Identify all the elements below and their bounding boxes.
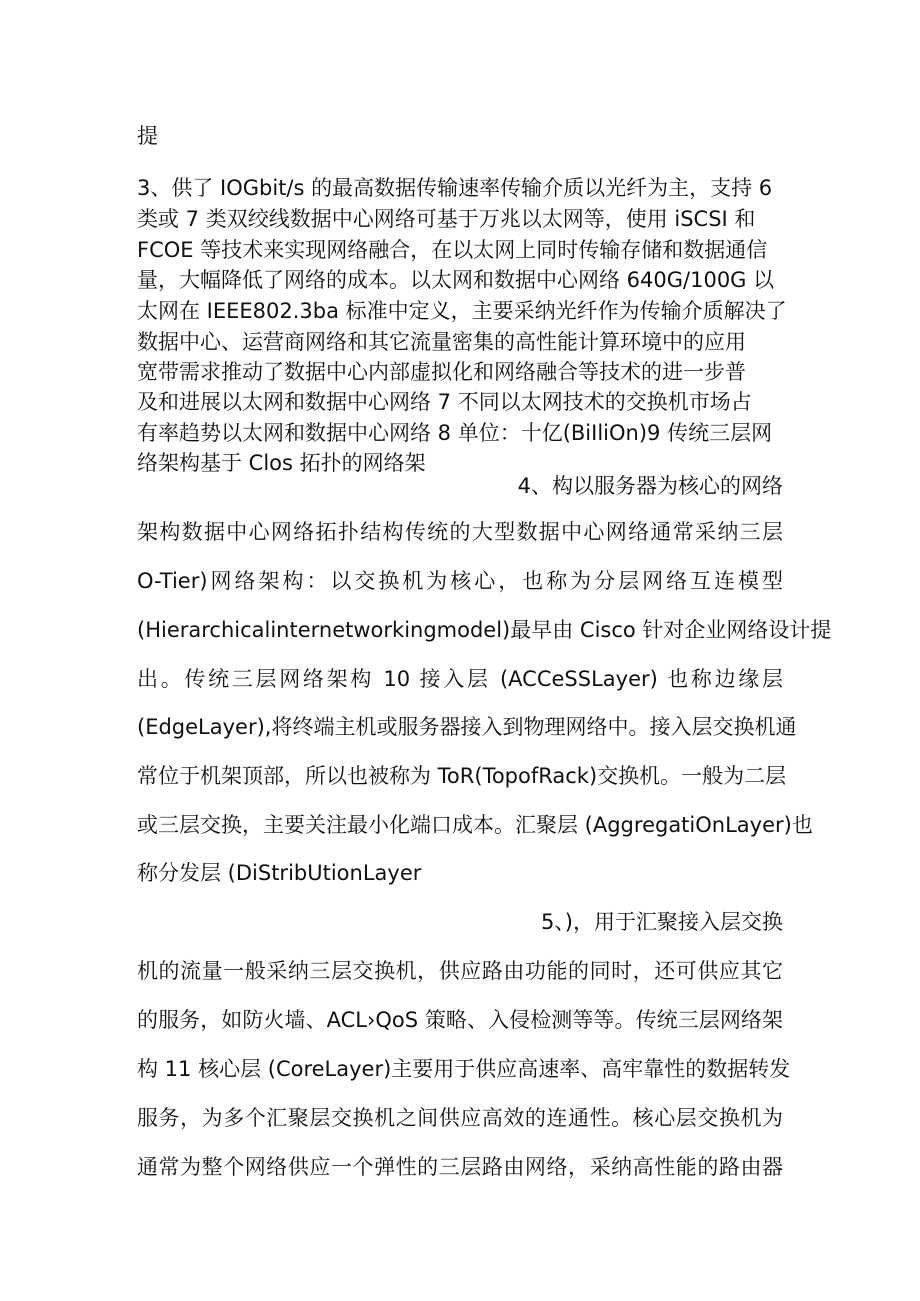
section3-line: 数据中心、运营商网络和其它流量密集的高性能计算环境中的应用 [137, 330, 746, 354]
section4-line: O-Tier)网络架构：以交换机为核心，也称为分层网络互连模型 [137, 569, 783, 593]
section4-line: 出。传统三层网络架构 10 接入层 (ACCeSSLayer) 也称边缘层 [137, 667, 783, 691]
section3-line: 量，大幅降低了网络的成本。以太网和数据中心网络 640G/100G 以 [137, 268, 775, 292]
section5-line: 机的流量一般采纳三层交换机，供应路由功能的同时，还可供应其它 [137, 959, 783, 983]
section4-line: (EdgeLayer),将终端主机或服务器接入到物理网络中。接入层交换机通 [137, 715, 797, 739]
section4-line: (Hierarchicalinternetworkingmodel)最早由 Cisco 针对企业网络设计提 [137, 618, 832, 642]
section3-line: FCOE 等技术来实现网络融合，在以太网上同时传输存储和数据通信 [137, 238, 768, 262]
section4-line: 架构数据中心网络拓扑结构传统的大型数据中心网络通常采纳三层 [137, 520, 783, 544]
section5-line: 构 11 核心层 (CoreLayer)主要用于供应高速率、高牢靠性的数据转发 [137, 1057, 791, 1081]
section3-line: 络架构基于 Clos 拓扑的网络架 [137, 451, 426, 475]
section4-line: 或三层交换，主要关注最小化端口成本。汇聚层 (AggregatiOnLayer)也 [137, 813, 813, 837]
top-fragment: 提 [137, 124, 158, 148]
section5-line: 通常为整个网络供应一个弹性的三层路由网络，采纳高性能的路由器 [137, 1155, 783, 1179]
section4-heading: 4、构以服务器为核心的网络 [517, 474, 783, 498]
section3-line: 3、供了 IOGbit/s 的最高数据传输速率传输介质以光纤为主，支持 6 [137, 176, 773, 200]
section3-line: 及和进展以太网和数据中心网络 7 不同以太网技术的交换机市场占 [137, 390, 752, 414]
section3-line: 宽带需求推动了数据中心内部虚拟化和网络融合等技术的进一步普 [137, 360, 746, 384]
section5-heading: 5、)，用于汇聚接入层交换 [540, 910, 783, 934]
section3-line: 太网在 IEEE802.3ba 标准中定义，主要采纳光纤作为传输介质解决了 [137, 299, 787, 323]
section5-line: 的服务，如防火墙、ACL›QoS 策略、入侵检测等等。传统三层网络架 [137, 1008, 783, 1032]
section3-line: 有率趋势以太网和数据中心网络 8 单位：十亿(BiIliOn)9 传统三层网 [137, 421, 773, 445]
section4-line: 称分发层 (DiStribUtionLayer [137, 861, 422, 885]
section4-line: 常位于机架顶部，所以也被称为 ToR(TopofRack)交换机。一般为二层 [137, 764, 787, 788]
section5-line: 服务，为多个汇聚层交换机之间供应高效的连通性。核心层交换机为 [137, 1106, 783, 1130]
section3-line: 类或 7 类双绞线数据中心网络可基于万兆以太网等，使用 iSCSI 和 [137, 207, 756, 231]
